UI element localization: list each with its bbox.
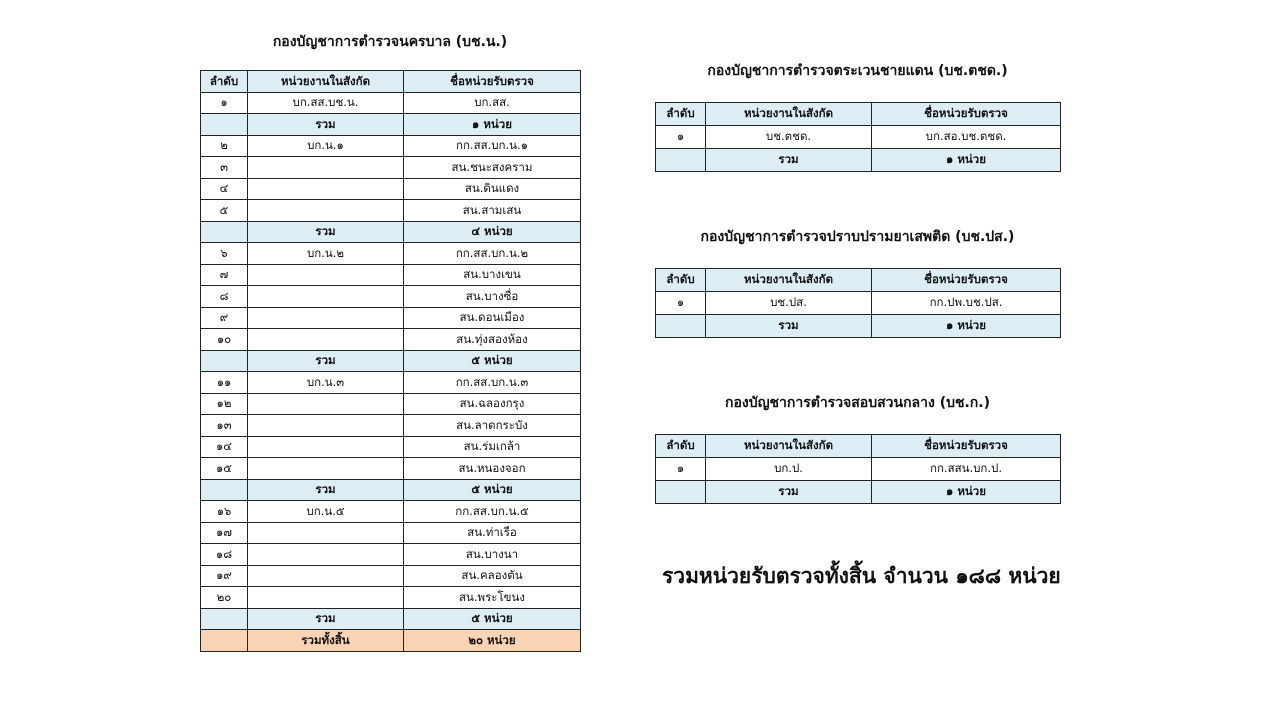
subtotal-value-cell: ๑ หน่วย xyxy=(872,149,1061,172)
header-unit: หน่วยงานในสังกัด xyxy=(706,103,872,126)
row-number-cell: ๘ xyxy=(201,286,248,308)
row-number-cell: ๑ xyxy=(656,292,706,315)
row-number-cell: ๑๕ xyxy=(201,458,248,480)
unit-cell: บก.สส.บช.น. xyxy=(248,92,404,114)
inspected-unit-cell: บก.สอ.บช.ตชด. xyxy=(872,126,1061,149)
unit-cell: บช.ตชด. xyxy=(706,126,872,149)
narcotics-table xyxy=(655,268,1061,338)
subtotal-value-cell: ๕ หน่วย xyxy=(404,479,581,501)
inspected-unit-cell: สน.ลาดกระบัง xyxy=(404,415,581,437)
empty-cell xyxy=(201,608,248,630)
unit-cell xyxy=(248,307,404,329)
unit-cell: บก.น.๑ xyxy=(248,135,404,157)
header-no: ลำดับ xyxy=(656,269,706,292)
row-number-cell: ๓ xyxy=(201,157,248,179)
empty-cell xyxy=(656,315,706,338)
row-number-cell: ๑๑ xyxy=(201,372,248,394)
unit-cell xyxy=(248,329,404,351)
grand-total-text: รวมหน่วยรับตรวจทั้งสิ้น จำนวน ๑๘๘ หน่วย xyxy=(662,564,1061,588)
inspected-unit-cell: สน.ทุ่งสองห้อง xyxy=(404,329,581,351)
unit-cell: บก.น.๕ xyxy=(248,501,404,523)
header-no: ลำดับ xyxy=(656,103,706,126)
row-number-cell: ๑๘ xyxy=(201,544,248,566)
inspected-unit-cell: สน.ดินแดง xyxy=(404,178,581,200)
table-row xyxy=(656,292,1061,315)
header-inspected: ชื่อหน่วยรับตรวจ xyxy=(404,71,581,93)
empty-cell xyxy=(201,479,248,501)
inspected-unit-cell: สน.บางเขน xyxy=(404,264,581,286)
subtotal-value-cell: ๔ หน่วย xyxy=(404,221,581,243)
inspected-unit-cell: สน.พระโขนง xyxy=(404,587,581,609)
unit-cell xyxy=(248,544,404,566)
table-row xyxy=(201,522,581,544)
subtotal-value-cell: ๑ หน่วย xyxy=(872,481,1061,504)
central-investigation-title: กองบัญชาการตำรวจสอบสวนกลาง (บช.ก.) xyxy=(724,395,991,411)
unit-cell: บก.น.๓ xyxy=(248,372,404,394)
inspected-unit-cell: สน.สามเสน xyxy=(404,200,581,222)
row-number-cell: ๑๙ xyxy=(201,565,248,587)
subtotal-row xyxy=(201,479,581,501)
row-number-cell: ๑๓ xyxy=(201,415,248,437)
row-number-cell: ๑๔ xyxy=(201,436,248,458)
unit-cell: บก.น.๒ xyxy=(248,243,404,265)
header-unit: หน่วยงานในสังกัด xyxy=(248,71,404,93)
inspected-unit-cell: สน.หนองจอก xyxy=(404,458,581,480)
unit-cell xyxy=(248,522,404,544)
inspected-unit-cell: กก.ปพ.บช.ปส. xyxy=(872,292,1061,315)
inspected-unit-cell: กก.สส.บก.น.๒ xyxy=(404,243,581,265)
unit-cell xyxy=(248,436,404,458)
row-number-cell: ๒๐ xyxy=(201,587,248,609)
subtotal-label-cell: รวม xyxy=(706,315,872,338)
row-number-cell: ๑ xyxy=(656,126,706,149)
subtotal-label-cell: รวม xyxy=(248,350,404,372)
table-row xyxy=(201,243,581,265)
inspected-unit-cell: สน.บางนา xyxy=(404,544,581,566)
border-patrol-table xyxy=(655,102,1061,172)
subtotal-label-cell: รวม xyxy=(706,481,872,504)
row-number-cell: ๑ xyxy=(656,458,706,481)
table-row xyxy=(201,565,581,587)
subtotal-value-cell: ๒๐ หน่วย xyxy=(404,630,581,652)
subtotal-row xyxy=(656,315,1061,338)
inspected-unit-cell: สน.ดอนเมือง xyxy=(404,307,581,329)
subtotal-value-cell: ๑ หน่วย xyxy=(404,114,581,136)
unit-cell xyxy=(248,200,404,222)
table-row xyxy=(201,178,581,200)
table-row xyxy=(201,135,581,157)
unit-cell xyxy=(248,415,404,437)
inspected-unit-cell: กก.สส.บก.น.๕ xyxy=(404,501,581,523)
table-row xyxy=(201,286,581,308)
inspected-unit-cell: สน.คลองตัน xyxy=(404,565,581,587)
table-row xyxy=(201,587,581,609)
subtotal-value-cell: ๑ หน่วย xyxy=(872,315,1061,338)
table-row xyxy=(201,436,581,458)
subtotal-value-cell: ๕ หน่วย xyxy=(404,608,581,630)
empty-cell xyxy=(201,221,248,243)
table-row xyxy=(201,264,581,286)
row-number-cell: ๔ xyxy=(201,178,248,200)
inspected-unit-cell: สน.ร่มเกล้า xyxy=(404,436,581,458)
header-no: ลำดับ xyxy=(201,71,248,93)
header-inspected: ชื่อหน่วยรับตรวจ xyxy=(872,435,1061,458)
header-inspected: ชื่อหน่วยรับตรวจ xyxy=(872,269,1061,292)
table-row xyxy=(201,307,581,329)
header-inspected: ชื่อหน่วยรับตรวจ xyxy=(872,103,1061,126)
row-number-cell: ๙ xyxy=(201,307,248,329)
row-number-cell: ๑ xyxy=(201,92,248,114)
subtotal-label-cell: รวม xyxy=(248,608,404,630)
header-unit: หน่วยงานในสังกัด xyxy=(706,435,872,458)
table-row xyxy=(201,458,581,480)
inspected-unit-cell: กก.สสน.บก.ป. xyxy=(872,458,1061,481)
row-number-cell: ๑๒ xyxy=(201,393,248,415)
narcotics-title: กองบัญชาการตำรวจปราบปรามยาเสพติด (บช.ปส.) xyxy=(700,229,1015,245)
table-row xyxy=(201,415,581,437)
subtotal-label-cell: รวม xyxy=(248,221,404,243)
empty-cell xyxy=(201,114,248,136)
subtotal-label-cell: รวมทั้งสิ้น xyxy=(248,630,404,652)
subtotal-row xyxy=(656,149,1061,172)
subtotal-row xyxy=(201,350,581,372)
table-row xyxy=(201,501,581,523)
row-number-cell: ๖ xyxy=(201,243,248,265)
unit-cell xyxy=(248,587,404,609)
subtotal-row xyxy=(656,481,1061,504)
unit-cell: บช.ปส. xyxy=(706,292,872,315)
table-row xyxy=(201,544,581,566)
unit-cell xyxy=(248,157,404,179)
subtotal-value-cell: ๕ หน่วย xyxy=(404,350,581,372)
subtotal-row xyxy=(201,221,581,243)
empty-cell xyxy=(656,481,706,504)
subtotal-row xyxy=(201,608,581,630)
row-number-cell: ๑๐ xyxy=(201,329,248,351)
inspected-unit-cell: กก.สส.บก.น.๓ xyxy=(404,372,581,394)
row-number-cell: ๗ xyxy=(201,264,248,286)
subtotal-label-cell: รวม xyxy=(248,479,404,501)
header-no: ลำดับ xyxy=(656,435,706,458)
subtotal-label-cell: รวม xyxy=(248,114,404,136)
unit-cell xyxy=(248,178,404,200)
unit-cell xyxy=(248,264,404,286)
central-investigation-table xyxy=(655,434,1061,504)
unit-cell xyxy=(248,565,404,587)
row-number-cell: ๕ xyxy=(201,200,248,222)
subtotal-row xyxy=(201,114,581,136)
table-row xyxy=(201,393,581,415)
row-number-cell: ๑๖ xyxy=(201,501,248,523)
inspected-unit-cell: สน.ฉลองกรุง xyxy=(404,393,581,415)
unit-cell: บก.ป. xyxy=(706,458,872,481)
grand-total-row xyxy=(201,630,581,652)
inspected-unit-cell: สน.ชนะสงคราม xyxy=(404,157,581,179)
table-row xyxy=(201,157,581,179)
main-units-table xyxy=(200,70,581,652)
unit-cell xyxy=(248,458,404,480)
table-row xyxy=(201,92,581,114)
inspected-unit-cell: สน.ท่าเรือ xyxy=(404,522,581,544)
empty-cell xyxy=(201,630,248,652)
row-number-cell: ๑๗ xyxy=(201,522,248,544)
subtotal-label-cell: รวม xyxy=(706,149,872,172)
empty-cell xyxy=(656,149,706,172)
table-row xyxy=(656,126,1061,149)
empty-cell xyxy=(201,350,248,372)
unit-cell xyxy=(248,286,404,308)
inspected-unit-cell: บก.สส. xyxy=(404,92,581,114)
header-unit: หน่วยงานในสังกัด xyxy=(706,269,872,292)
row-number-cell: ๒ xyxy=(201,135,248,157)
table-row xyxy=(201,329,581,351)
inspected-unit-cell: กก.สส.บก.น.๑ xyxy=(404,135,581,157)
inspected-unit-cell: สน.บางซื่อ xyxy=(404,286,581,308)
table-row xyxy=(656,458,1061,481)
table-row xyxy=(201,200,581,222)
table-row xyxy=(201,372,581,394)
main-table-title: กองบัญชาการตำรวจนครบาล (บช.น.) xyxy=(272,34,508,50)
border-patrol-title: กองบัญชาการตำรวจตระเวนชายแดน (บช.ตชด.) xyxy=(707,63,1008,79)
unit-cell xyxy=(248,393,404,415)
